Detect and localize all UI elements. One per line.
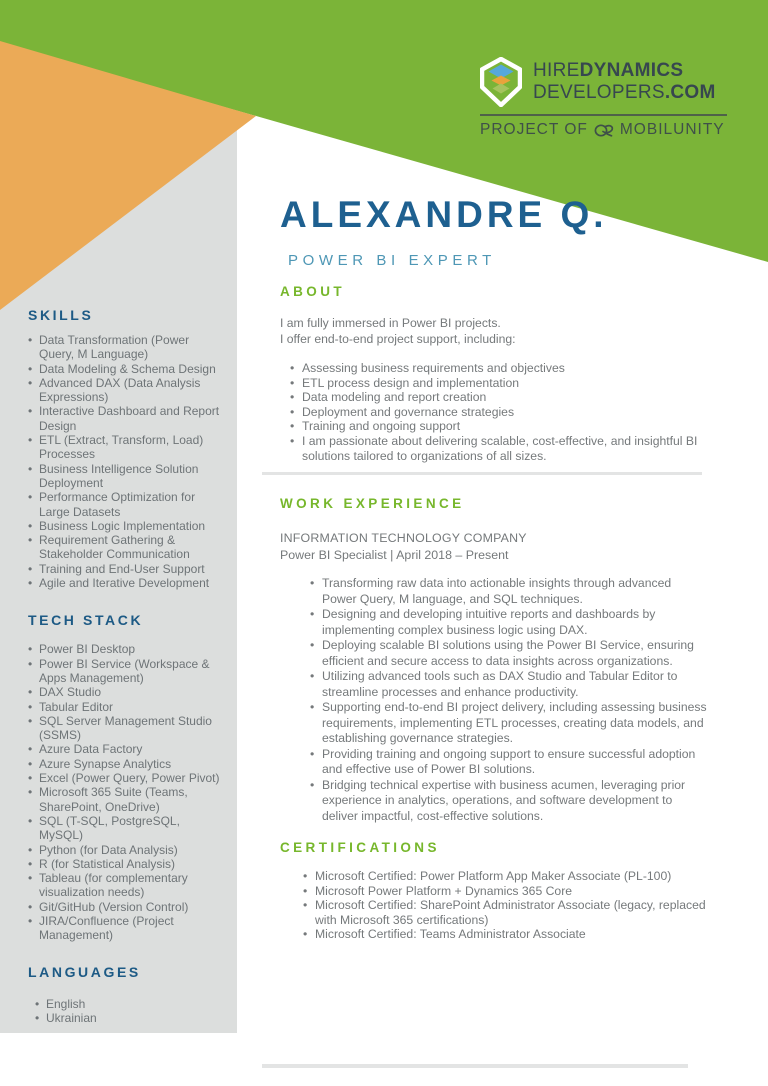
languages-heading: LANGUAGES: [28, 963, 141, 980]
company-name: INFORMATION TECHNOLOGY COMPANY: [280, 531, 527, 546]
skill-item: • Interactive Dashboard and Report Design: [28, 404, 227, 433]
certification-item: • Microsoft Power Platform + Dynamics 365 Core: [303, 884, 710, 899]
work-bullet: • Transforming raw data into actionable insights through advanced Power Query, M language, and SQL techniques.: [310, 576, 708, 607]
about-bullet: • Assessing business requirements and objectives: [290, 361, 710, 376]
main-column: [280, 193, 710, 942]
skill-item: • Business Logic Implementation: [28, 519, 227, 533]
tech-item: • SQL Server Management Studio (SSMS): [28, 714, 227, 743]
work-bullet: • Deploying scalable BI solutions using the Power BI Service, ensuring efficient and secure access to data insights across organizations.: [310, 638, 708, 669]
work-bullet: • Bridging technical expertise with business acumen, leveraging prior experience in analytics, operations, and software development to deliver impactful, cost-effective solutions.: [310, 778, 708, 825]
skill-item: • Business Intelligence Solution Deployment: [28, 462, 227, 491]
language-item: • English: [35, 997, 228, 1011]
work-bullet: • Providing training and ongoing support to ensure successful adoption and effective use of Power BI solutions.: [310, 747, 708, 778]
logo-tagline: [480, 121, 727, 139]
work-bullet-list: [310, 576, 710, 824]
tech-stack-list: [28, 642, 228, 942]
bottom-divider: [262, 1064, 688, 1068]
tech-item: • Azure Data Factory: [28, 742, 227, 756]
sidebar: [28, 306, 228, 1025]
tech-item: • Microsoft 365 Suite (Teams, SharePoint, OneDrive): [28, 785, 227, 814]
work-experience-heading: WORK EXPERIENCE: [280, 496, 465, 512]
section-divider: [262, 472, 702, 475]
skill-item: • Data Transformation (Power Query, M Language): [28, 333, 227, 362]
about-intro: [280, 315, 710, 347]
tech-stack-heading: TECH STACK: [28, 612, 144, 629]
certifications-list: [303, 869, 710, 942]
about-bullet: • Data modeling and report creation: [290, 390, 710, 405]
certification-item: • Microsoft Certified: Power Platform App Maker Associate (PL-100): [303, 869, 710, 884]
mobilunity-knot-icon: [593, 123, 615, 138]
brand-bottom-bold: .COM: [664, 82, 716, 103]
tech-item: • SQL (T-SQL, PostgreSQL, MySQL): [28, 814, 227, 843]
certifications-heading: CERTIFICATIONS: [280, 840, 440, 856]
work-bullet: • Utilizing advanced tools such as DAX Studio and Tabular Editor to streamline processes and enhance productivity.: [310, 669, 708, 700]
tech-item: • Tabular Editor: [28, 700, 227, 714]
certification-item: • Microsoft Certified: SharePoint Administrator Associate (legacy, replaced with Microsoft 365 certifications): [303, 898, 710, 927]
about-intro-line: I offer end-to-end project support, including:: [280, 332, 516, 346]
brand-logo: [480, 57, 727, 139]
tagline-prefix: PROJECT OF: [480, 121, 588, 138]
tech-item: • R (for Statistical Analysis): [28, 857, 227, 871]
skill-item: • Training and End-User Support: [28, 562, 227, 576]
skill-item: • Advanced DAX (Data Analysis Expressions): [28, 376, 227, 405]
work-bullet: • Designing and developing intuitive reports and dashboards by implementing complex business logic using DAX.: [310, 607, 708, 638]
brand-top-regular: HIRE: [533, 60, 580, 81]
skill-item: • Requirement Gathering & Stakeholder Communication: [28, 533, 227, 562]
about-heading: ABOUT: [280, 284, 345, 299]
skill-item: • Agile and Iterative Development: [28, 576, 227, 590]
skill-item: • Data Modeling & Schema Design: [28, 362, 227, 376]
logo-divider-line: [480, 114, 727, 116]
candidate-title: POWER BI EXPERT: [288, 252, 496, 269]
about-bullet: • I am passionate about delivering scalable, cost-effective, and insightful BI solutions tailored to organizations of all sizes.: [290, 434, 710, 463]
shield-logo-icon: [480, 57, 522, 107]
tech-item: • Azure Synapse Analytics: [28, 757, 227, 771]
about-bullet: • Training and ongoing support: [290, 419, 710, 434]
skills-list: [28, 333, 228, 590]
tech-item: • DAX Studio: [28, 685, 227, 699]
tech-item: • Git/GitHub (Version Control): [28, 900, 227, 914]
brand-top-bold: DYNAMICS: [579, 60, 684, 81]
tech-item: • Power BI Service (Workspace & Apps Management): [28, 657, 227, 686]
role-and-dates: Power BI Specialist | April 2018 – Present: [280, 548, 509, 563]
brand-wordmark: [533, 60, 716, 104]
tech-item: • Power BI Desktop: [28, 642, 227, 656]
tech-item: • JIRA/Confluence (Project Management): [28, 914, 227, 943]
tech-item: • Excel (Power Query, Power Pivot): [28, 771, 227, 785]
brand-wordmark-line2: [533, 82, 716, 104]
about-bullet-list: [290, 361, 710, 463]
language-item: • Ukrainian: [35, 1011, 228, 1025]
languages-list: [35, 997, 228, 1026]
about-intro-line: I am fully immersed in Power BI projects.: [280, 316, 501, 330]
certification-item: • Microsoft Certified: Teams Administrator Associate: [303, 927, 710, 942]
brand-bottom-regular: DEVELOPERS: [533, 82, 665, 103]
candidate-name: ALEXANDRE Q.: [280, 194, 608, 235]
about-bullet: • ETL process design and implementation: [290, 376, 710, 391]
brand-logo-row: [480, 57, 727, 107]
tech-item: • Python (for Data Analysis): [28, 843, 227, 857]
brand-wordmark-line1: [533, 60, 716, 82]
skill-item: • Performance Optimization for Large Datasets: [28, 490, 227, 519]
work-bullet: • Supporting end-to-end BI project delivery, including assessing business requirements, implementing ETL processes, creating data models, and establishing governance strategies.: [310, 700, 708, 747]
about-bullet: • Deployment and governance strategies: [290, 405, 710, 420]
skill-item: • ETL (Extract, Transform, Load) Processes: [28, 433, 227, 462]
tech-item: • Tableau (for complementary visualization needs): [28, 871, 227, 900]
skills-heading: SKILLS: [28, 307, 94, 323]
tagline-brand: MOBILUNITY: [619, 121, 725, 138]
